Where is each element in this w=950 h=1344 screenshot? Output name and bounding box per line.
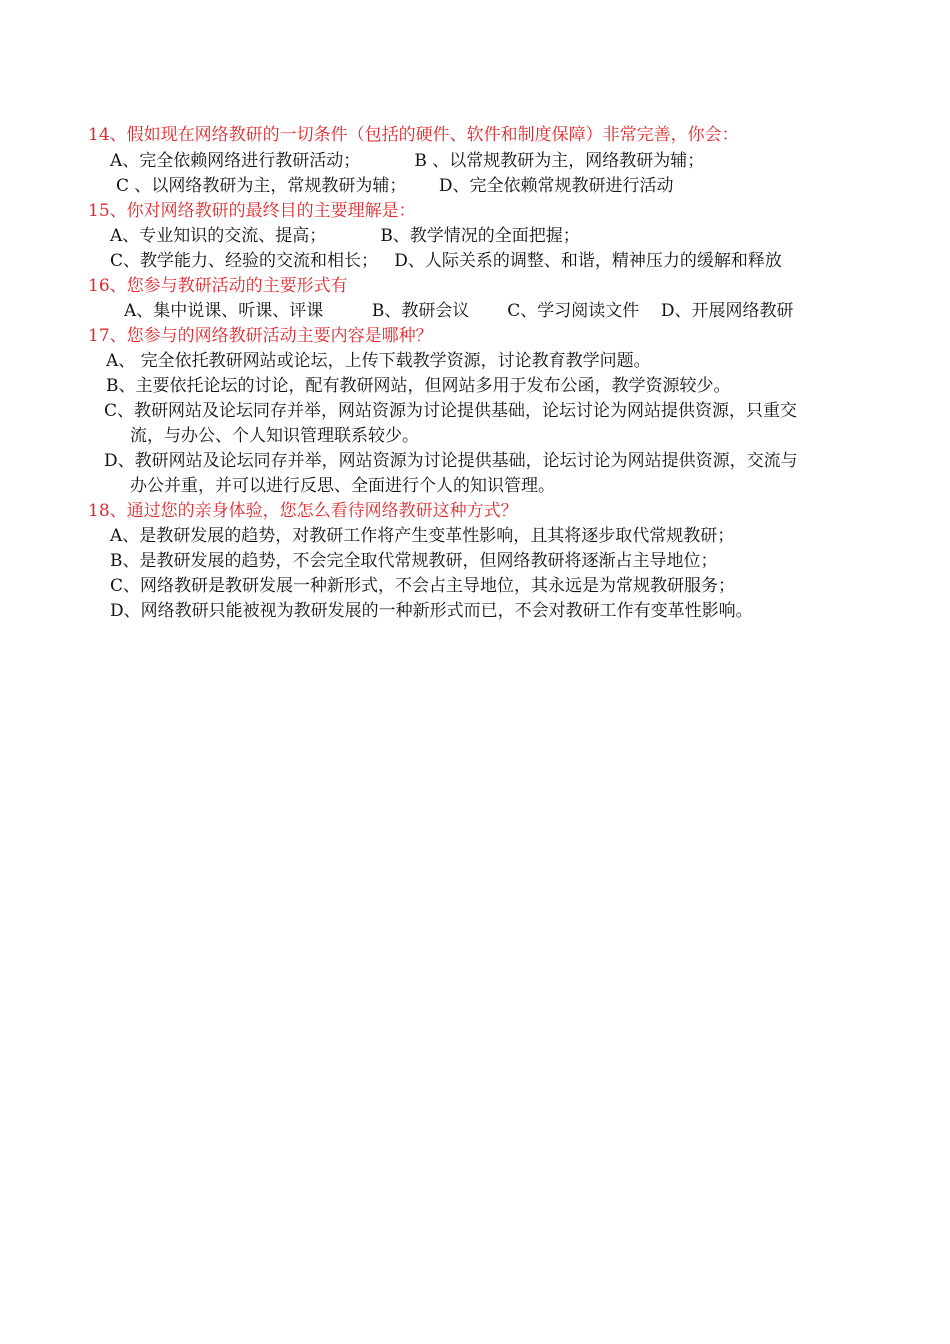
- question-16-option-line: A、集中说课、听课、评课 B、教研会议 C、学习阅读文件 D、开展网络教研: [124, 301, 794, 321]
- question-18-option-line: A、是教研发展的趋势，对教研工作将产生变革性影响，且其将逐步取代常规教研；: [110, 526, 735, 546]
- question-17-option-line: D、教研网站及论坛同存并举，网站资源为讨论提供基础，论坛讨论为网站提供资源，交流与: [104, 451, 798, 471]
- question-15-option-line: C、教学能力、经验的交流和相长； D、人际关系的调整、和谐，精神压力的缓解和释放: [110, 251, 782, 271]
- question-14-option-line: A、完全依赖网络进行教研活动； B 、以常规教研为主，网络教研为辅；: [110, 151, 705, 171]
- question-17-option-line: 办公并重，并可以进行反思、全面进行个人的知识管理。: [130, 476, 555, 496]
- question-15-title: 15、你对网络教研的最终目的主要理解是：: [88, 201, 416, 221]
- question-18-option-line: C、网络教研是教研发展一种新形式，不会占主导地位，其永远是为常规教研服务；: [110, 576, 736, 596]
- question-17-option-line: 流，与办公、个人知识管理联系较少。: [130, 426, 419, 446]
- question-17-option-line: A、 完全依托教研网站或论坛，上传下载教学资源，讨论教育教学问题。: [106, 351, 651, 371]
- question-18-option-line: D、网络教研只能被视为教研发展的一种新形式而已，不会对教研工作有变革性影响。: [110, 601, 753, 621]
- question-18-option-line: B、是教研发展的趋势，不会完全取代常规教研，但网络教研将逐渐占主导地位；: [110, 551, 718, 571]
- question-17-option-line: B、主要依托论坛的讨论，配有教研网站，但网站多用于发布公函，教学资源较少。: [106, 376, 731, 396]
- question-16-title: 16、您参与教研活动的主要形式有: [88, 276, 348, 296]
- question-18-title: 18、通过您的亲身体验，您怎么看待网络教研这种方式？: [88, 501, 518, 521]
- question-17-option-line: C、教研网站及论坛同存并举，网站资源为讨论提供基础，论坛讨论为网站提供资源，只重交: [104, 401, 798, 421]
- question-17-title: 17、您参与的网络教研活动主要内容是哪种？: [88, 326, 433, 346]
- question-14-option-line: C 、以网络教研为主，常规教研为辅； D、完全依赖常规教研进行活动: [116, 176, 674, 196]
- question-15-option-line: A、专业知识的交流、提高； B、教学情况的全面把握；: [110, 226, 580, 246]
- question-14-title: 14、假如现在网络教研的一切条件（包括的硬件、软件和制度保障）非常完善，你会：: [88, 125, 739, 145]
